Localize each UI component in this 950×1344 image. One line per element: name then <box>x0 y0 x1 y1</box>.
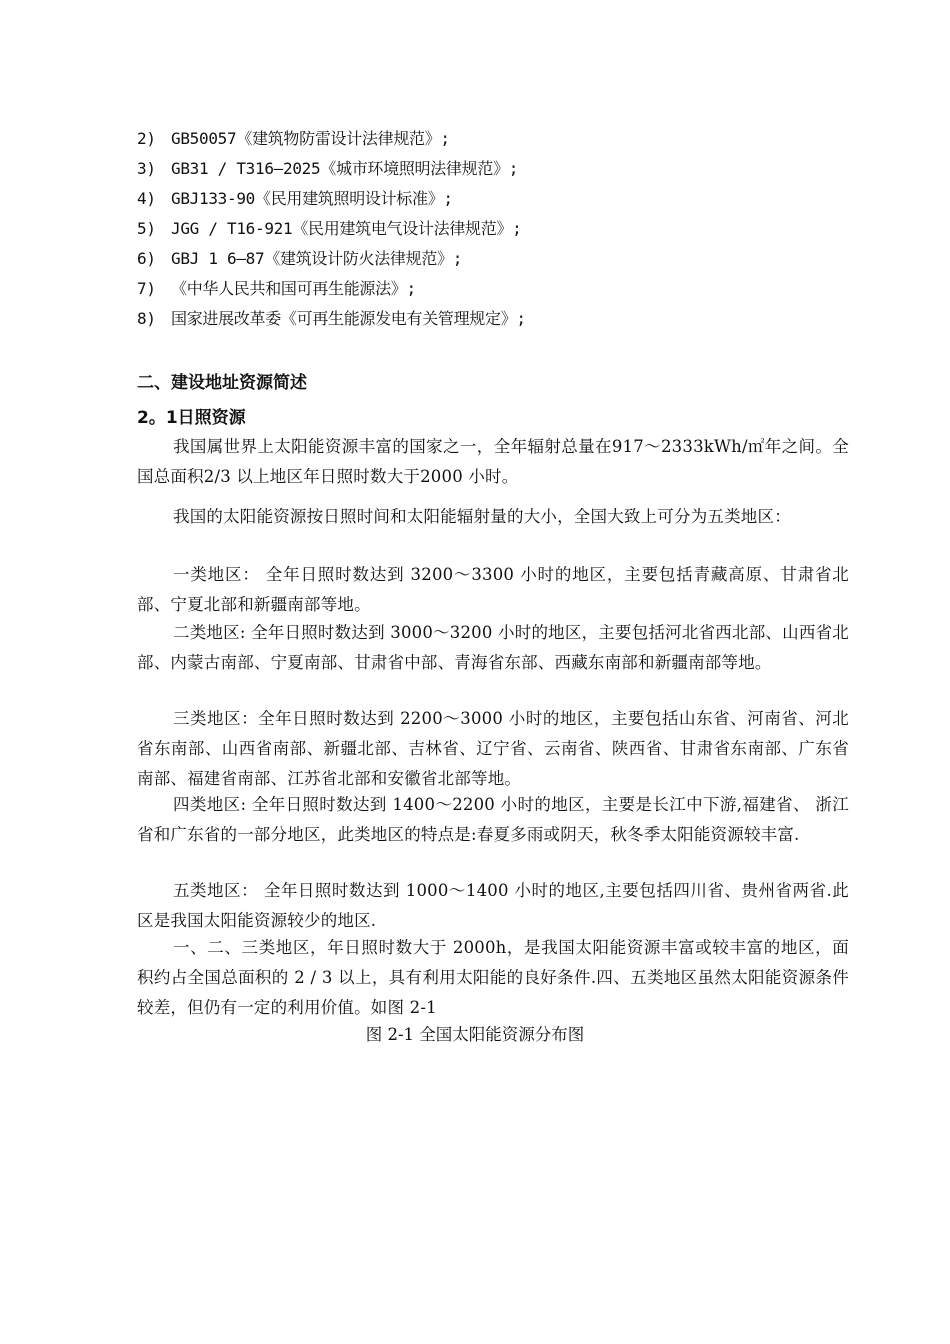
reference-item <box>137 124 837 154</box>
paragraph: 我国的太阳能资源按日照时间和太阳能辐射量的大小，全国大致上可分为五类地区： <box>173 507 791 526</box>
paragraph: 一类地区： 全年日照时数达到 3200～3300 小时的地区，主要包括青藏高原、甘肃省北部、宁夏北部和新疆南部等地。 <box>137 565 849 614</box>
section-heading: 二、建设地址资源简述 <box>137 373 307 393</box>
reference-item <box>137 154 837 184</box>
reference-item <box>137 274 837 304</box>
reference-number: 4) <box>137 189 156 208</box>
subsection-heading: 2。1日照资源 <box>137 408 246 428</box>
reference-text: 《中华人民共和国可再生能源法》; <box>171 279 416 298</box>
paragraph: 我国属世界上太阳能资源丰富的国家之一，全年辐射总量在917～2333kWh/㎡年之间。全国总面积2/3 以上地区年日照时数大于2000 小时。 <box>137 437 849 486</box>
reference-item <box>137 304 837 334</box>
reference-text: GB31 / T316—2025《城市环境照明法律规范》; <box>171 159 519 178</box>
reference-number: 2) <box>137 129 156 148</box>
reference-text: GBJ133-90《民用建筑照明设计标准》; <box>171 189 453 208</box>
reference-item <box>137 214 837 244</box>
reference-number: 7) <box>137 279 156 298</box>
paragraph: 四类地区: 全年日照时数达到 1400～2200 小时的地区，主要是长江中下游,福建省、 浙江省和广东省的一部分地区，此类地区的特点是:春夏多雨或阴天，秋冬季太阳能资源较丰富. <box>137 795 849 844</box>
paragraph: 五类地区： 全年日照时数达到 1000～1400 小时的地区,主要包括四川省、贵州省两省.此区是我国太阳能资源较少的地区. <box>137 881 849 930</box>
reference-text: JGG / T16-921《民用建筑电气设计法律规范》; <box>171 219 522 238</box>
reference-text: 国家进展改革委《可再生能源发电有关管理规定》; <box>171 309 526 328</box>
reference-number: 5) <box>137 219 156 238</box>
reference-text: GBJ 1 6—87《建筑设计防火法律规范》; <box>171 249 463 268</box>
reference-text: GB50057《建筑物防雷设计法律规范》; <box>171 129 450 148</box>
reference-number: 8) <box>137 309 156 328</box>
paragraph: 三类地区：全年日照时数达到 2200～3000 小时的地区，主要包括山东省、河南省、河北省东南部、山西省南部、新疆北部、吉林省、辽宁省、云南省、陕西省、甘肃省东南部、广东省南部、福建省南部、江苏省北部和安徽省北部等地。 <box>137 709 849 788</box>
reference-number: 3) <box>137 159 156 178</box>
reference-item <box>137 184 837 214</box>
reference-number: 6) <box>137 249 156 268</box>
figure-caption: 图 2-1 全国太阳能资源分布图 <box>365 1025 585 1044</box>
reference-list <box>137 124 837 334</box>
paragraph: 二类地区: 全年日照时数达到 3000～3200 小时的地区，主要包括河北省西北部、山西省北部、内蒙古南部、宁夏南部、甘肃省中部、青海省东部、西藏东南部和新疆南部等地。 <box>137 623 849 672</box>
paragraph: 一、二、三类地区，年日照时数大于 2000h，是我国太阳能资源丰富或较丰富的地区，面积约占全国总面积的 2 / 3 以上，具有利用太阳能的良好条件.四、五类地区虽然太阳能资源条件较差，但仍有一定的利用价值。如图 2-1 <box>137 938 849 1017</box>
reference-item <box>137 244 837 274</box>
